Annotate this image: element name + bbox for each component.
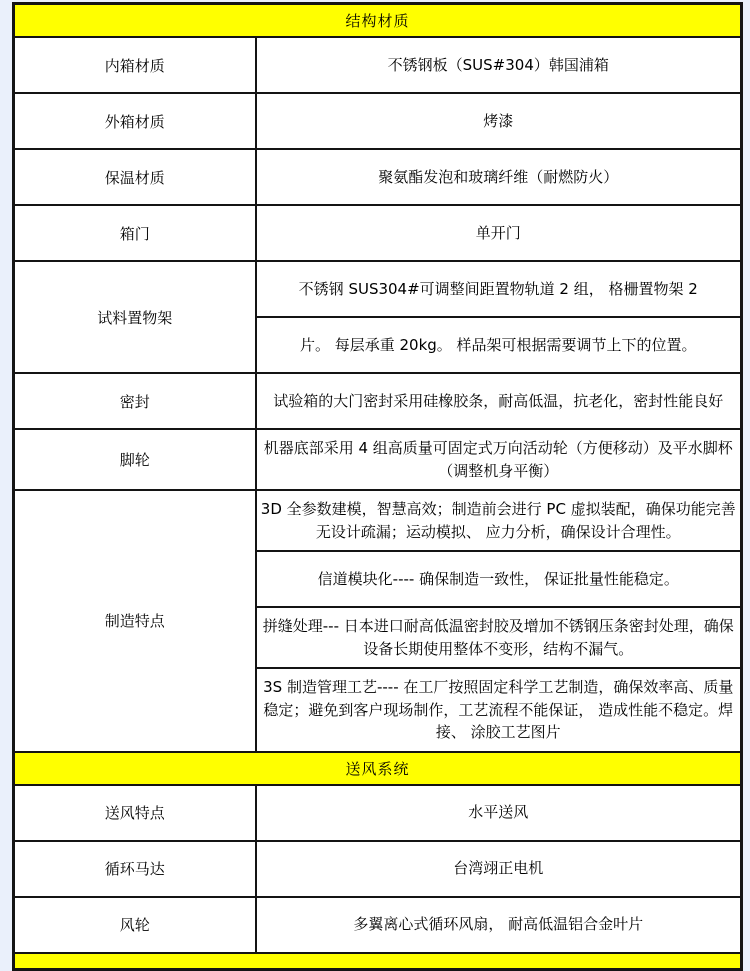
- spec-value: 水平送风: [256, 785, 742, 841]
- spec-label: 循环马达: [14, 841, 256, 897]
- section-header: [14, 953, 742, 970]
- spec-row: [14, 261, 742, 317]
- spec-label: 风轮: [14, 897, 256, 953]
- spec-row: [14, 37, 742, 93]
- spec-row: [14, 93, 742, 149]
- spec-table: [12, 2, 743, 971]
- spec-value: 片。 每层承重 20kg。 样品架可根据需要调节上下的位置。: [256, 317, 742, 373]
- spec-label: 试料置物架: [14, 261, 256, 373]
- spec-row: [14, 785, 742, 841]
- section-header: 送风系统: [14, 752, 742, 785]
- spec-label: 制造特点: [14, 490, 256, 752]
- spec-row: [14, 490, 742, 551]
- section-header-row: [14, 752, 742, 785]
- section-header-row: [14, 4, 742, 38]
- spec-label: 脚轮: [14, 429, 256, 490]
- spec-row: [14, 429, 742, 490]
- spec-row: [14, 841, 742, 897]
- spec-value: 多翼离心式循环风扇， 耐高低温铝合金叶片: [256, 897, 742, 953]
- spec-table-body: [14, 4, 742, 970]
- section-header-row: [14, 953, 742, 970]
- spec-value: 台湾翊正电机: [256, 841, 742, 897]
- section-header: 结构材质: [14, 4, 742, 38]
- spec-label: 送风特点: [14, 785, 256, 841]
- spec-label: 密封: [14, 373, 256, 429]
- spec-row: [14, 373, 742, 429]
- spec-label: 外箱材质: [14, 93, 256, 149]
- spec-row: [14, 205, 742, 261]
- spec-value: 不锈钢 SUS304#可调整间距置物轨道 2 组， 格栅置物架 2: [256, 261, 742, 317]
- spec-row: [14, 897, 742, 953]
- spec-row: [14, 149, 742, 205]
- spec-value: 试验箱的大门密封采用硅橡胶条，耐高低温，抗老化，密封性能良好: [256, 373, 742, 429]
- spec-value: 信道模块化---- 确保制造一致性， 保证批量性能稳定。: [256, 551, 742, 607]
- spec-label: 保温材质: [14, 149, 256, 205]
- spec-label: 内箱材质: [14, 37, 256, 93]
- spec-value: 聚氨酯发泡和玻璃纤维（耐燃防火）: [256, 149, 742, 205]
- spec-value: 3D 全参数建模，智慧高效；制造前会进行 PC 虚拟装配，确保功能完善无设计疏漏；运动模拟、 应力分析，确保设计合理性。: [256, 490, 742, 551]
- spec-value: 单开门: [256, 205, 742, 261]
- spec-value: 机器底部采用 4 组高质量可固定式万向活动轮（方便移动）及平水脚杯（调整机身平衡）: [256, 429, 742, 490]
- spec-value: 3S 制造管理工艺---- 在工厂按照固定科学工艺制造，确保效率高、质量稳定；避免到客户现场制作，工艺流程不能保证， 造成性能不稳定。焊接、 涂胶工艺图片: [256, 668, 742, 752]
- spec-value: 烤漆: [256, 93, 742, 149]
- spec-value: 不锈钢板（SUS#304）韩国浦箱: [256, 37, 742, 93]
- spec-label: 箱门: [14, 205, 256, 261]
- spec-value: 拼缝处理--- 日本进口耐高低温密封胶及增加不锈钢压条密封处理，确保设备长期使用整体不变形，结构不漏气。: [256, 607, 742, 668]
